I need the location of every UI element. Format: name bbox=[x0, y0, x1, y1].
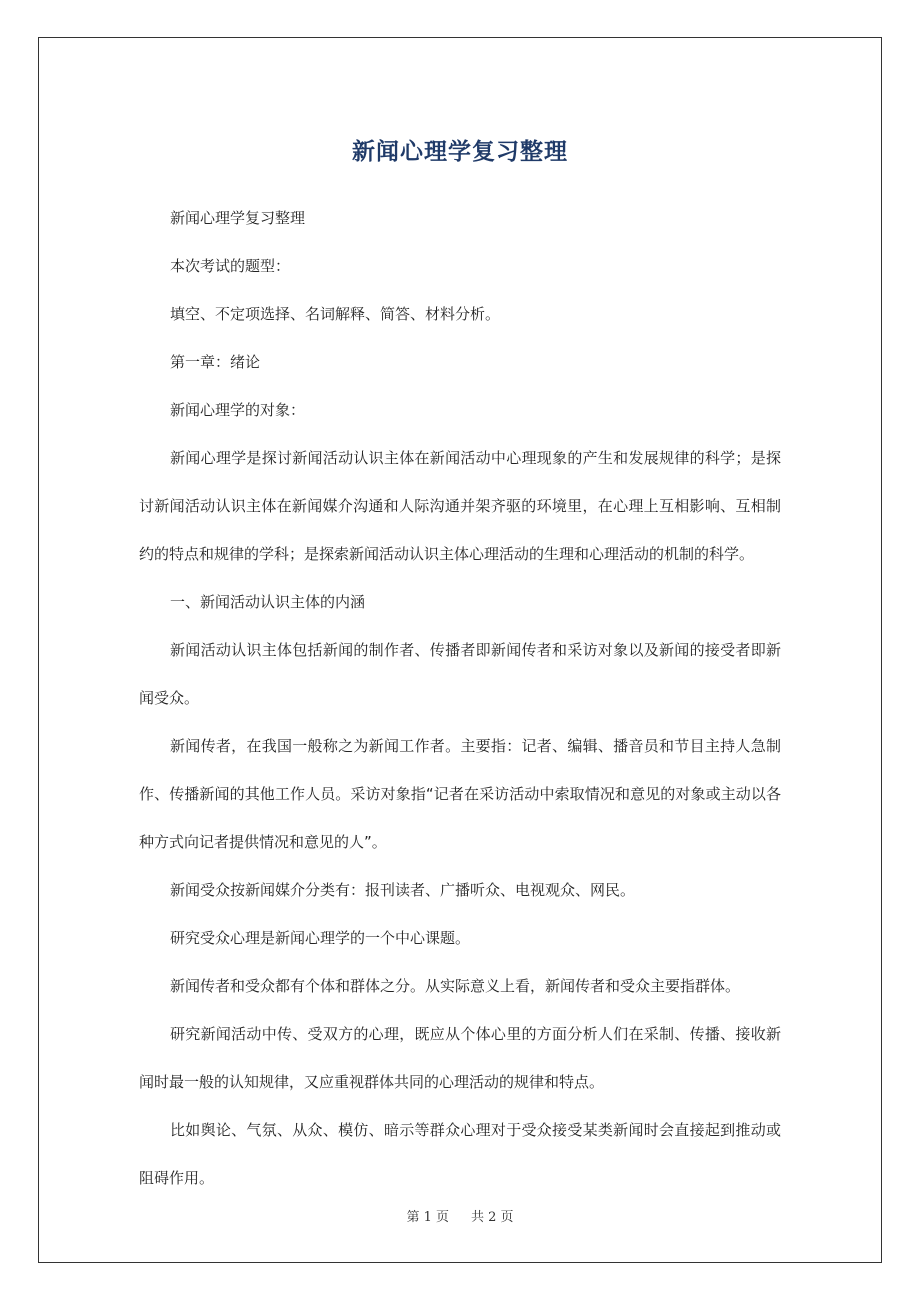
document-title: 新闻心理学复习整理 bbox=[352, 139, 568, 166]
page-footer bbox=[0, 1206, 920, 1225]
paragraph-7: 一、新闻活动认识主体的内涵 bbox=[170, 593, 366, 611]
paragraph-6: 新闻心理学是探讨新闻活动认识主体在新闻活动中心理现象的产生和发展规律的科学；是探讨新闻活动认识主体在新闻媒介沟通和人际沟通并架齐驱的环境里，在心理上互相影响、互相制约的特点和规律的学科；是探索新闻活动认识主体心理活动的生理和心理活动的机制的科学。 bbox=[139, 449, 781, 563]
paragraph-3: 填空、不定项选择、名词解释、简答、材料分析。 bbox=[170, 305, 501, 323]
paragraph-13: 研究新闻活动中传、受双方的心理，既应从个体心里的方面分析人们在采制、传播、接收新闻时最一般的认知规律，又应重视群体共同的心理活动的规律和特点。 bbox=[139, 1025, 781, 1091]
document-body bbox=[139, 194, 781, 1202]
paragraph-12: 新闻传者和受众都有个体和群体之分。从实际意义上看，新闻传者和受众主要指群体。 bbox=[170, 977, 741, 995]
paragraph-14: 比如舆论、气氛、从众、模仿、暗示等群众心理对于受众接受某类新闻时会直接起到推动或阻碍作用。 bbox=[139, 1121, 781, 1187]
paragraph-11: 研究受众心理是新闻心理学的一个中心课题。 bbox=[170, 929, 471, 947]
page-total: 共 2 页 bbox=[471, 1210, 514, 1225]
paragraph-5: 新闻心理学的对象： bbox=[170, 401, 306, 419]
paragraph-8: 新闻活动认识主体包括新闻的制作者、传播者即新闻传者和采访对象以及新闻的接受者即新闻受众。 bbox=[139, 641, 781, 707]
paragraph-10: 新闻受众按新闻媒介分类有：报刊读者、广播听众、电视观众、网民。 bbox=[170, 881, 636, 899]
paragraph-1: 新闻心理学复习整理 bbox=[170, 209, 306, 227]
paragraph-4: 第一章：绪论 bbox=[170, 353, 261, 371]
paragraph-2: 本次考试的题型： bbox=[170, 257, 291, 275]
paragraph-9: 新闻传者，在我国一般称之为新闻工作者。主要指：记者、编辑、播音员和节目主持人急制作、传播新闻的其他工作人员。采访对象指“记者在采访活动中索取情况和意见的对象或主动以各种方式向记者提供情况和意见的人”。 bbox=[139, 737, 781, 851]
page-number: 第 1 页 bbox=[406, 1210, 449, 1225]
